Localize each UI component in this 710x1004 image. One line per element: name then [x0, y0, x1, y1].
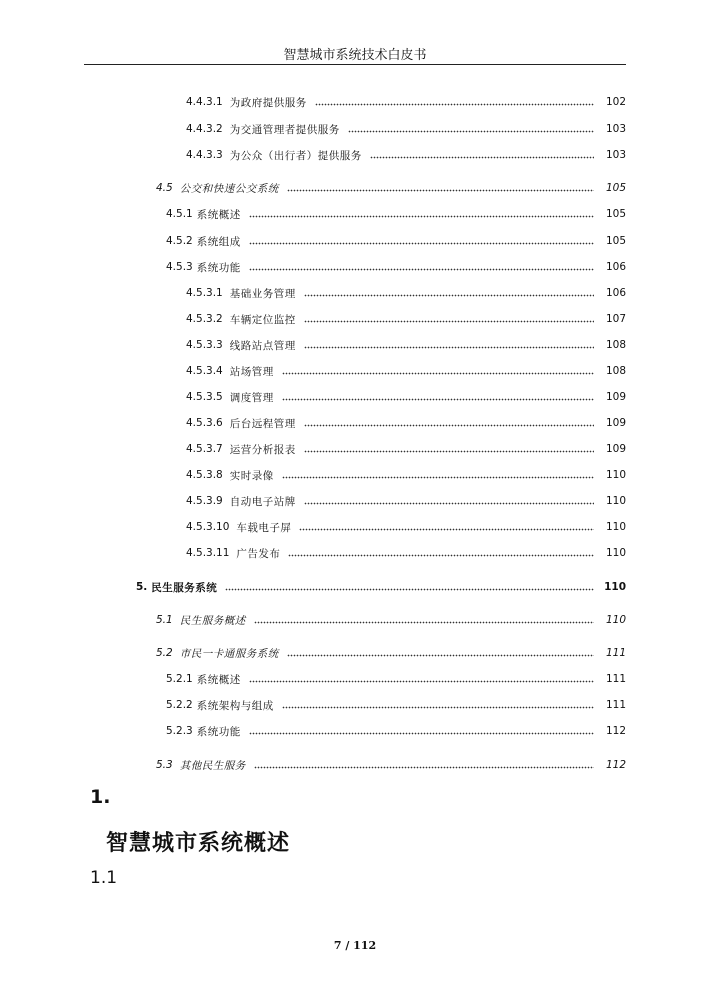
- toc-entry[interactable]: [166, 696, 626, 714]
- toc-entry-title: 为交通管理者提供服务: [229, 123, 340, 136]
- toc-leader-dots: [254, 765, 594, 769]
- toc-entry-page: 112: [605, 725, 626, 737]
- toc-entry-page: 105: [605, 208, 626, 220]
- toc-entry-page: 110: [605, 495, 626, 507]
- toc-entry-page: 102: [605, 96, 626, 108]
- toc-entry-title: 其他民生服务: [179, 759, 246, 772]
- toc-leader-dots: [282, 475, 594, 479]
- toc-entry[interactable]: [166, 232, 626, 250]
- toc-entry[interactable]: [186, 120, 626, 138]
- toc-entry-title: 线路站点管理: [229, 339, 296, 352]
- toc-entry[interactable]: [186, 466, 626, 484]
- toc-entry[interactable]: [156, 179, 626, 197]
- toc-entry-number: 4.4.3.1: [186, 96, 223, 108]
- toc-entry[interactable]: [186, 284, 626, 302]
- toc-entry-page: 109: [605, 391, 626, 403]
- toc-entry-number: 4.5: [156, 182, 173, 194]
- page-header-title: 智慧城市系统技术白皮书: [283, 48, 427, 63]
- toc-leader-dots: [304, 423, 594, 427]
- toc-entry-page: 105: [605, 235, 626, 247]
- toc-entry[interactable]: [186, 93, 626, 111]
- toc-entry[interactable]: [156, 644, 626, 662]
- toc-entry[interactable]: [166, 205, 626, 223]
- toc-entry-number: 5.3: [156, 759, 173, 771]
- toc-leader-dots: [288, 553, 594, 557]
- toc-leader-dots: [304, 293, 594, 297]
- toc-entry-number: 5.2.1: [166, 673, 193, 685]
- heading-2-number: 1.1: [90, 868, 118, 888]
- toc-entry[interactable]: [166, 258, 626, 276]
- toc-leader-dots: [282, 371, 594, 375]
- toc-leader-dots: [287, 188, 594, 192]
- toc-entry-number: 4.4.3.2: [186, 123, 223, 135]
- toc-entry-number: 5.: [136, 581, 148, 593]
- toc-entry-title: 后台远程管理: [229, 417, 296, 430]
- toc-entry-number: 4.5.3.4: [186, 365, 223, 377]
- toc-entry-title: 调度管理: [229, 391, 274, 404]
- toc-entry-page: 108: [605, 365, 626, 377]
- toc-entry[interactable]: [186, 388, 626, 406]
- toc-entry-page: 108: [605, 339, 626, 351]
- toc-leader-dots: [254, 620, 594, 624]
- toc-entry[interactable]: [186, 492, 626, 510]
- toc-entry[interactable]: [136, 578, 626, 596]
- toc-leader-dots: [304, 345, 594, 349]
- toc-entry[interactable]: [186, 362, 626, 380]
- toc-entry-title: 系统概述: [196, 208, 241, 221]
- toc-entry-page: 103: [605, 123, 626, 135]
- toc-entry-title: 为公众（出行者）提供服务: [229, 149, 362, 162]
- toc-leader-dots: [287, 653, 594, 657]
- toc-entry-number: 4.5.3.5: [186, 391, 223, 403]
- toc-entry-page: 110: [605, 614, 626, 626]
- toc-entry-page: 105: [605, 182, 626, 194]
- toc-entry-page: 110: [605, 521, 626, 533]
- toc-entry-title: 车辆定位监控: [229, 313, 296, 326]
- toc-leader-dots: [225, 587, 594, 591]
- toc-entry-number: 4.5.1: [166, 208, 193, 220]
- toc-leader-dots: [299, 527, 594, 531]
- toc-entry-number: 5.2: [156, 647, 173, 659]
- toc-entry[interactable]: [186, 440, 626, 458]
- toc-entry-title: 系统架构与组成: [196, 699, 274, 712]
- toc-entry-number: 4.5.3: [166, 261, 193, 273]
- toc-entry[interactable]: [166, 722, 626, 740]
- toc-entry-title: 民生服务系统: [151, 581, 218, 594]
- toc-leader-dots: [315, 102, 594, 106]
- toc-entry-number: 5.2.3: [166, 725, 193, 737]
- toc-entry[interactable]: [186, 146, 626, 164]
- toc-entry-number: 5.2.2: [166, 699, 193, 711]
- toc-leader-dots: [282, 705, 594, 709]
- toc-entry-title: 运营分析报表: [229, 443, 296, 456]
- toc-entry-title: 实时录像: [229, 469, 274, 482]
- toc-entry-number: 4.5.3.10: [186, 521, 230, 533]
- toc-entry-page: 110: [605, 469, 626, 481]
- toc-entry-number: 4.5.3.1: [186, 287, 223, 299]
- toc-entry-page: 109: [605, 443, 626, 455]
- toc-entry[interactable]: [156, 756, 626, 774]
- toc-entry[interactable]: [166, 670, 626, 688]
- toc-entry-number: 4.5.3.7: [186, 443, 223, 455]
- toc-leader-dots: [249, 731, 594, 735]
- toc-entry-page: 111: [605, 699, 626, 711]
- toc-entry-title: 广告发布: [236, 547, 281, 560]
- heading-1-number: 1.: [90, 786, 111, 808]
- toc-entry-page: 111: [605, 647, 626, 659]
- toc-entry-number: 4.5.3.11: [186, 547, 230, 559]
- toc-entry-title: 基础业务管理: [229, 287, 296, 300]
- toc-leader-dots: [304, 319, 594, 323]
- toc-entry[interactable]: [186, 414, 626, 432]
- toc-entry-page: 107: [605, 313, 626, 325]
- toc-leader-dots: [370, 155, 594, 159]
- toc-entry-page: 112: [605, 759, 626, 771]
- toc-entry-page: 110: [605, 547, 626, 559]
- toc-entry-number: 5.1: [156, 614, 173, 626]
- toc-entry-title: 自动电子站牌: [229, 495, 296, 508]
- toc-entry-title: 站场管理: [229, 365, 274, 378]
- toc-entry[interactable]: [186, 518, 626, 536]
- toc-entry-number: 4.5.3.6: [186, 417, 223, 429]
- toc-entry-number: 4.5.2: [166, 235, 193, 247]
- toc-entry-page: 106: [605, 287, 626, 299]
- toc-entry-page: 103: [605, 149, 626, 161]
- toc-entry[interactable]: [186, 544, 626, 562]
- toc-leader-dots: [249, 241, 594, 245]
- toc-leader-dots: [304, 501, 594, 505]
- toc-entry[interactable]: [186, 336, 626, 354]
- toc-entry-number: 4.5.3.2: [186, 313, 223, 325]
- toc-entry-title: 公交和快速公交系统: [179, 182, 279, 195]
- toc-entry-title: 系统功能: [196, 261, 241, 274]
- toc-entry-page: 106: [605, 261, 626, 273]
- toc-entry-number: 4.4.3.3: [186, 149, 223, 161]
- toc-entry-title: 为政府提供服务: [229, 96, 307, 109]
- toc-entry-number: 4.5.3.3: [186, 339, 223, 351]
- toc-entry-title: 市民一卡通服务系统: [179, 647, 279, 660]
- toc-entry[interactable]: [186, 310, 626, 328]
- toc-entry-title: 系统概述: [196, 673, 241, 686]
- heading-1-title: 智慧城市系统概述: [106, 831, 291, 856]
- toc-entry-page: 110: [604, 581, 626, 593]
- toc-leader-dots: [249, 214, 594, 218]
- toc-leader-dots: [348, 129, 594, 133]
- toc-entry-page: 111: [605, 673, 626, 685]
- toc-entry-title: 民生服务概述: [179, 614, 246, 627]
- toc-leader-dots: [282, 397, 594, 401]
- toc-leader-dots: [249, 267, 594, 271]
- toc-entry-number: 4.5.3.8: [186, 469, 223, 481]
- toc-entry[interactable]: [156, 611, 626, 629]
- toc-entry-number: 4.5.3.9: [186, 495, 223, 507]
- toc-leader-dots: [304, 449, 594, 453]
- toc-entry-title: 系统组成: [196, 235, 241, 248]
- page-number: 7 / 112: [333, 939, 377, 952]
- toc-entry-page: 109: [605, 417, 626, 429]
- toc-entry-title: 系统功能: [196, 725, 241, 738]
- toc-entry-title: 车载电子屏: [236, 521, 292, 534]
- toc-leader-dots: [249, 679, 594, 683]
